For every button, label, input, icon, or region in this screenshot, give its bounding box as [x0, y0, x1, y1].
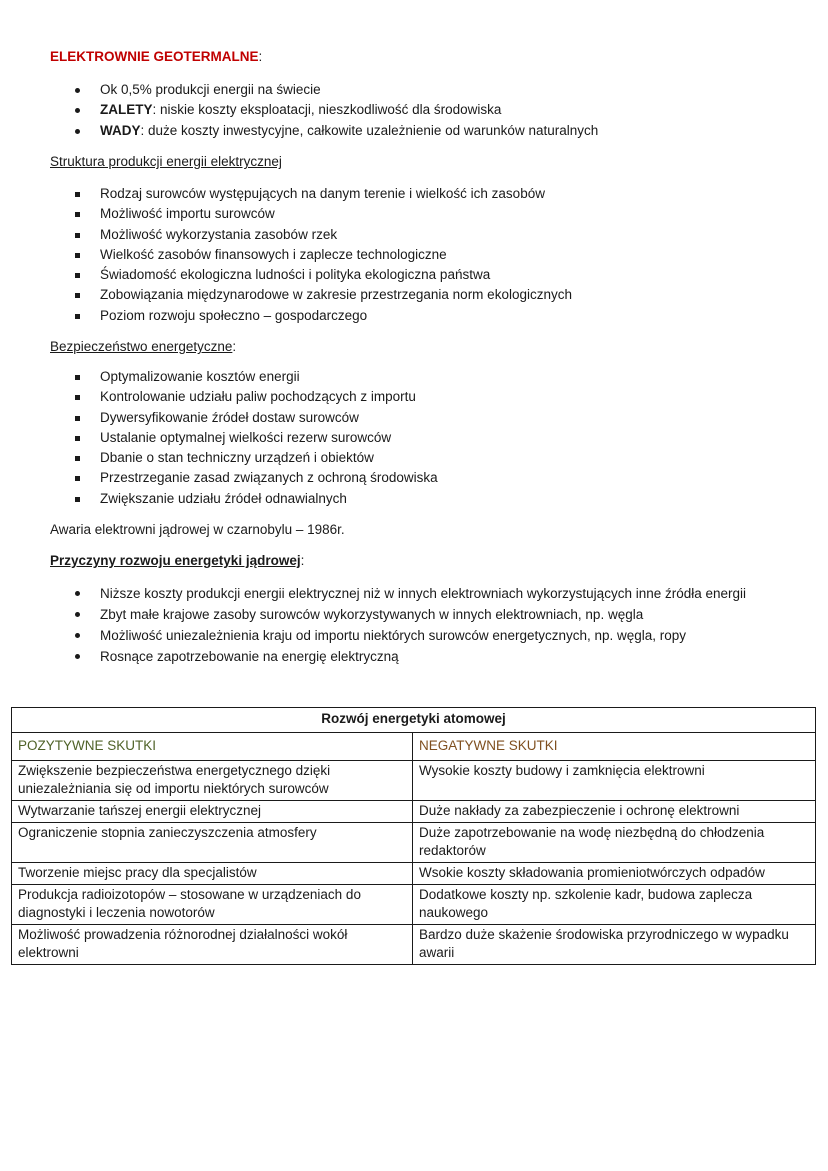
- table-row: [12, 801, 816, 823]
- list-item: Optymalizowanie kosztów energii: [0, 367, 438, 387]
- list-item-text: Ok 0,5% produkcji energii na świecie: [100, 82, 321, 97]
- security-title-text: Bezpieczeństwo energetyczne: [50, 339, 233, 354]
- list-item: Możliwość uniezależnienia kraju od importu niektórych surowców energetycznych, np. węgla, ropy: [0, 625, 746, 646]
- table-row: [12, 863, 816, 885]
- list-item: Zobowiązania międzynarodowe w zakresie przestrzegania norm ekologicznych: [0, 285, 572, 305]
- negative-effect-cell: Bardzo duże skażenie środowiska przyrodniczego w wypadku awarii: [413, 925, 816, 965]
- list-item: Przestrzeganie zasad związanych z ochroną środowiska: [0, 468, 438, 488]
- list-item: Rodzaj surowców występujących na danym terenie i wielkość ich zasobów: [0, 184, 572, 204]
- heading-colon: :: [258, 49, 263, 64]
- positive-effect-cell: Możliwość prowadzenia różnorodnej działalności wokół elektrowni: [12, 925, 413, 965]
- list-item-label: WADY: [100, 122, 141, 138]
- list-item: [0, 80, 598, 100]
- negative-effect-cell: Wsokie koszty składowania promieniotwórczych odpadów: [413, 863, 816, 885]
- geothermal-list: [0, 80, 598, 141]
- positive-effect-cell: Zwiększenie bezpieczeństwa energetycznego dzięki uniezależniania się od importu niektórych surowców: [12, 761, 413, 801]
- negative-effect-cell: Duże zapotrzebowanie na wodę niezbędną do chłodzenia redaktorów: [413, 823, 816, 863]
- table-row: [12, 761, 816, 801]
- security-title: [50, 339, 236, 354]
- structure-title: Struktura produkcji energii elektrycznej: [50, 154, 282, 169]
- table-header-row: [12, 733, 816, 761]
- negative-effect-cell: Duże nakłady za zabezpieczenie i ochronę elektrowni: [413, 801, 816, 823]
- list-item: Dbanie o stan techniczny urządzeń i obiektów: [0, 448, 438, 468]
- list-item-label: ZALETY: [100, 102, 153, 118]
- positive-effect-cell: Ograniczenie stopnia zanieczyszczenia atmosfery: [12, 823, 413, 863]
- positive-effect-cell: Wytwarzanie tańszej energii elektrycznej: [12, 801, 413, 823]
- list-item: Rosnące zapotrzebowanie na energię elektryczną: [0, 646, 746, 667]
- list-item: Niższe koszty produkcji energii elektrycznej niż w innych elektrowniach wykorzystujących inne źródła energii: [0, 583, 746, 604]
- negative-effect-cell: Dodatkowe koszty np. szkolenie kadr, budowa zaplecza naukowego: [413, 885, 816, 925]
- nuclear-reasons-title-text: Przyczyny rozwoju energetyki jądrowej: [50, 553, 301, 568]
- negative-effect-cell: Wysokie koszty budowy i zamknięcia elektrowni: [413, 761, 816, 801]
- structure-list: [0, 184, 572, 326]
- list-item-text: : niskie koszty eksploatacji, nieszkodliwość dla środowiska: [152, 102, 502, 118]
- list-item: Możliwość importu surowców: [0, 204, 572, 224]
- nuclear-effects-table: [11, 707, 816, 965]
- positive-effect-cell: Produkcja radioizotopów – stosowane w urządzeniach do diagnostyki i leczenia nowotorów: [12, 885, 413, 925]
- list-item-text: : duże koszty inwestycyjne, całkowite uzależnienie od warunków naturalnych: [140, 122, 599, 138]
- list-item: Wielkość zasobów finansowych i zaplecze technologiczne: [0, 245, 572, 265]
- table-title-row: [12, 708, 816, 733]
- list-item: Dywersyfikowanie źródeł dostaw surowców: [0, 408, 438, 428]
- table-row: [12, 925, 816, 965]
- list-item: Ustalanie optymalnej wielkości rezerw surowców: [0, 428, 438, 448]
- list-item: Zbyt małe krajowe zasoby surowców wykorzystywanych w innych elektrowniach, np. węgla: [0, 604, 746, 625]
- table-title: Rozwój energetyki atomowej: [12, 708, 816, 733]
- geothermal-heading-text: ELEKTROWNIE GEOTERMALNE: [50, 49, 259, 64]
- security-list: [0, 367, 438, 509]
- table-row: [12, 885, 816, 925]
- list-item: [0, 121, 598, 141]
- geothermal-heading: [50, 49, 262, 64]
- negative-effects-header: NEGATYWNE SKUTKI: [413, 733, 816, 761]
- list-item: Poziom rozwoju społeczno – gospodarczego: [0, 306, 572, 326]
- positive-effect-cell: Tworzenie miejsc pracy dla specjalistów: [12, 863, 413, 885]
- list-item: Kontrolowanie udziału paliw pochodzących z importu: [0, 387, 438, 407]
- list-item: Zwiększanie udziału źródeł odnawialnych: [0, 489, 438, 509]
- list-item: [0, 100, 598, 120]
- positive-effects-header: POZYTYWNE SKUTKI: [12, 733, 413, 761]
- list-item: Świadomość ekologiczna ludności i polityka ekologiczna państwa: [0, 265, 572, 285]
- nuclear-reasons-list: [0, 583, 746, 667]
- nuclear-reasons-title: [50, 553, 304, 568]
- chernobyl-note: Awaria elektrowni jądrowej w czarnobylu – 1986r.: [50, 522, 345, 537]
- heading-colon: :: [300, 553, 305, 568]
- list-item: Możliwość wykorzystania zasobów rzek: [0, 225, 572, 245]
- heading-colon: :: [232, 339, 237, 354]
- table-row: [12, 823, 816, 863]
